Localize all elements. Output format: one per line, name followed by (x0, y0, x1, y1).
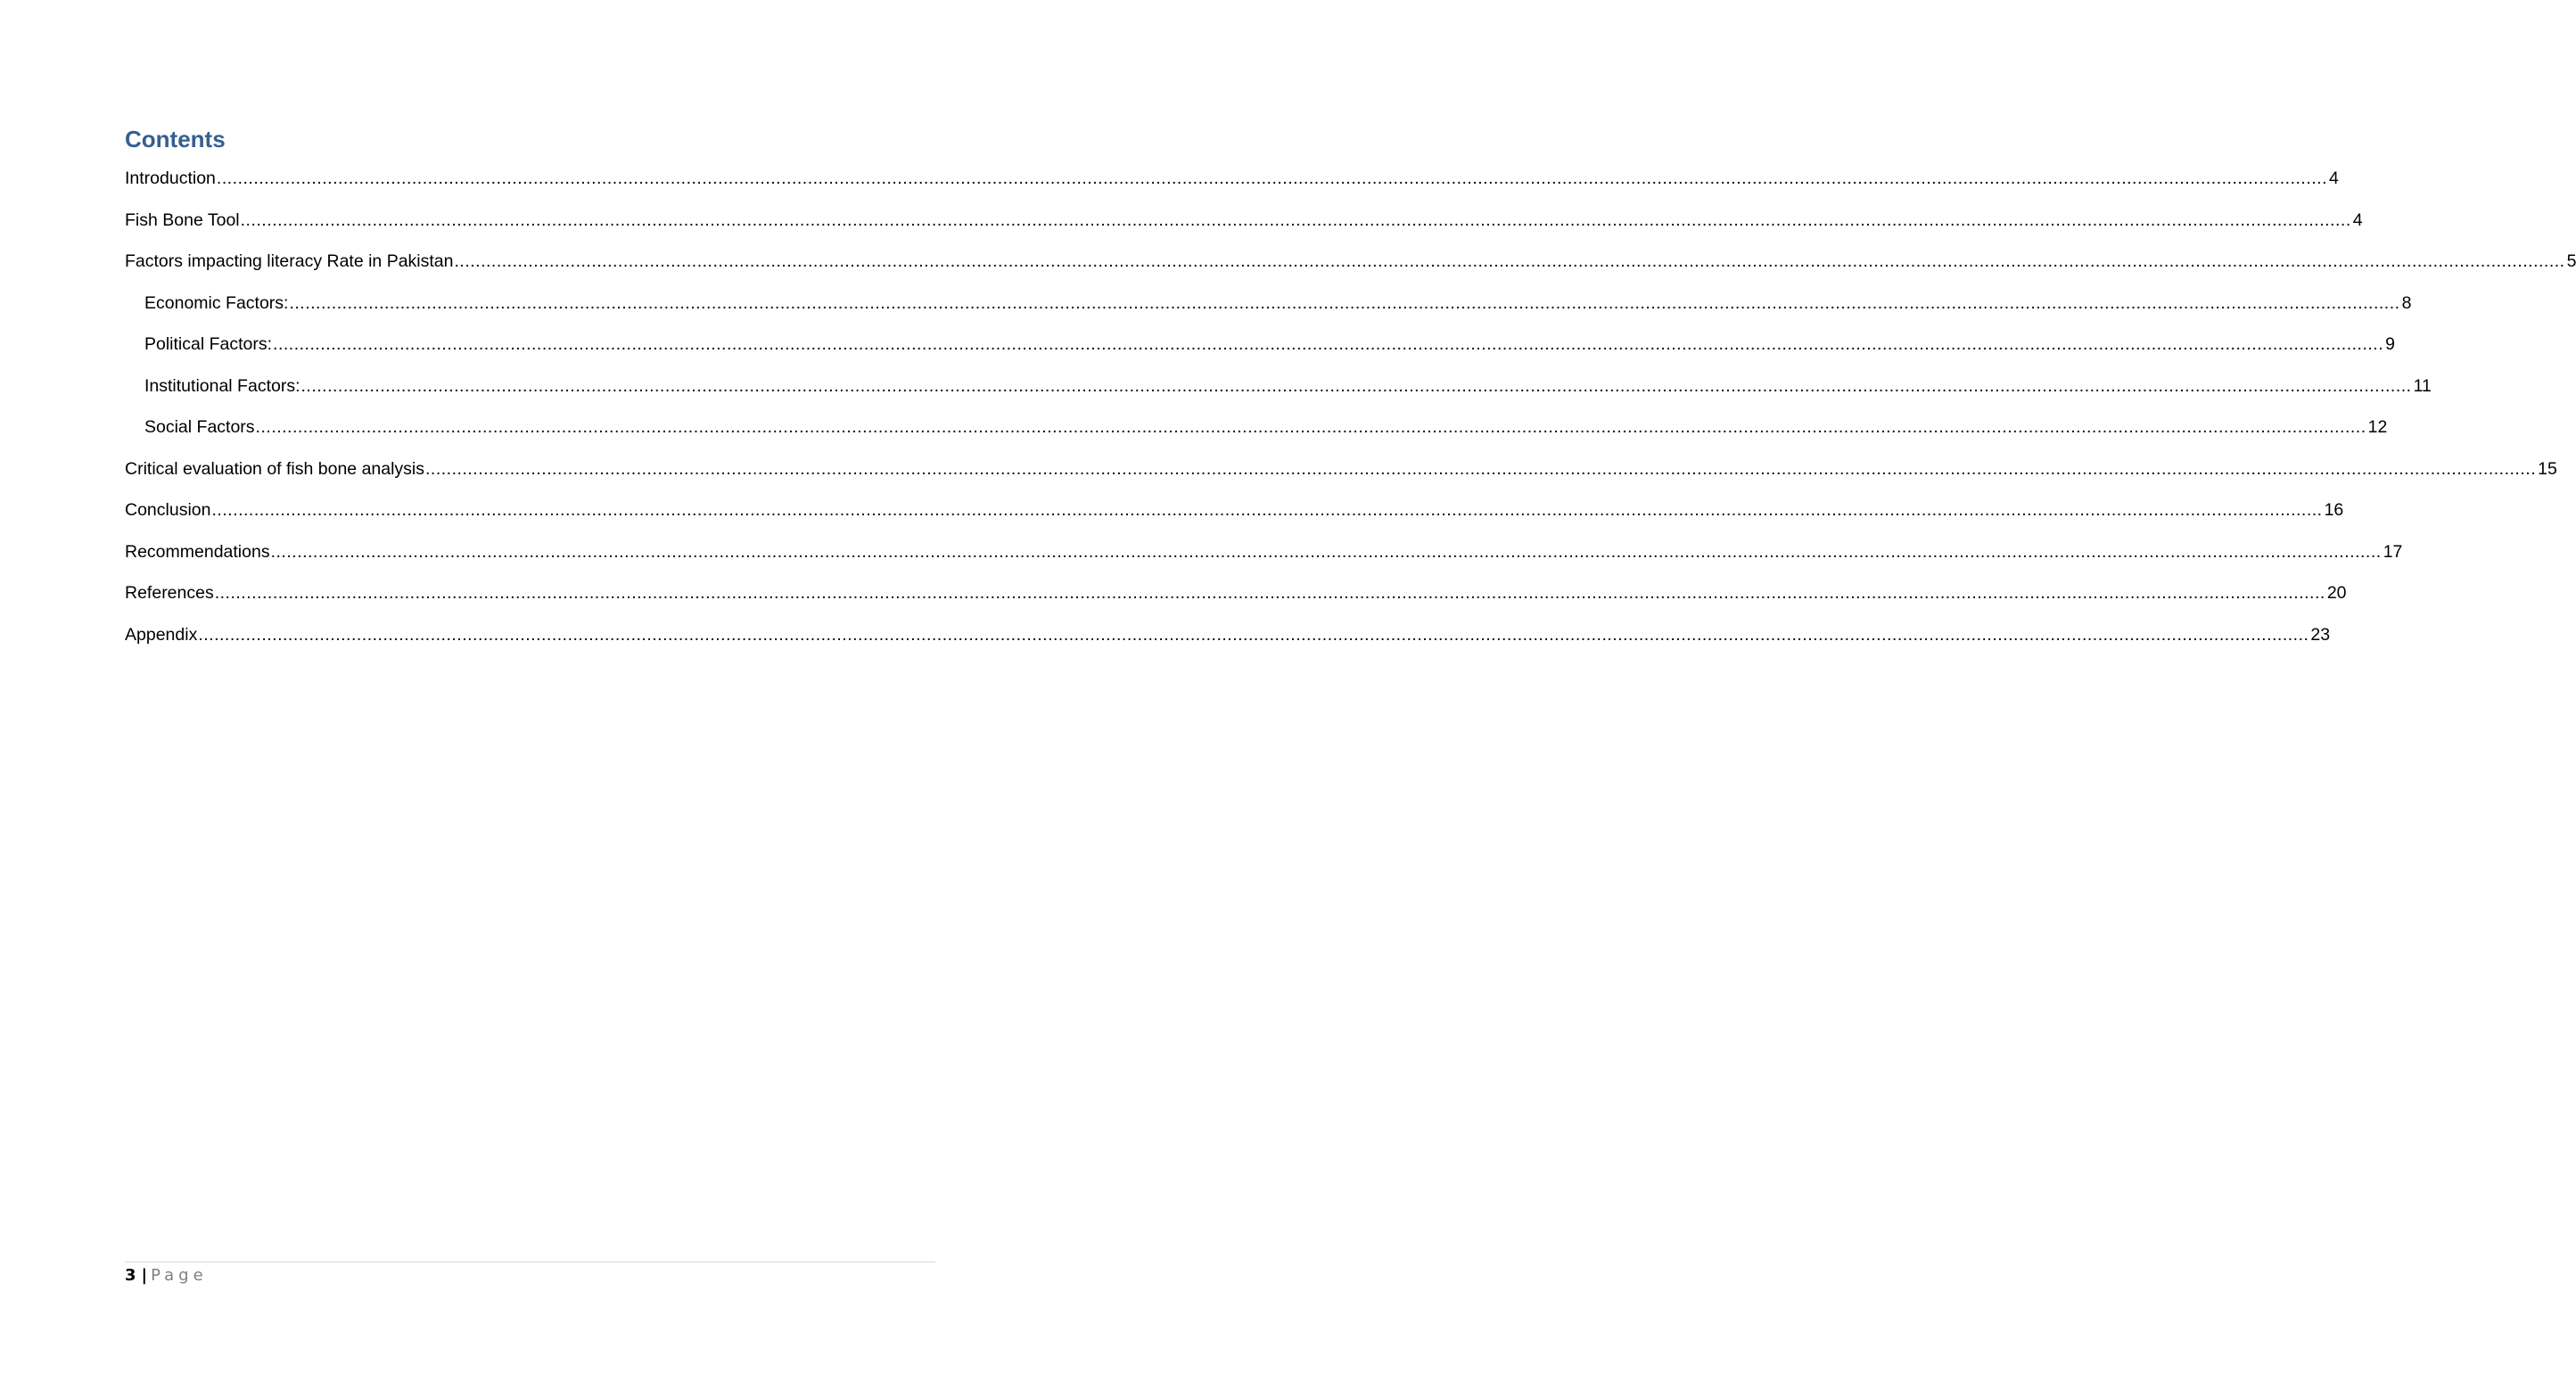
toc-entry-title: Recommendations (125, 541, 270, 562)
toc-entry-page: 4 (2352, 210, 2363, 230)
toc-entry-title: Fish Bone Tool (125, 210, 240, 230)
toc-entry-appendix[interactable] (125, 621, 2331, 663)
toc-entry-title: Institutional Factors: (144, 375, 300, 396)
toc-entry-page: 12 (2367, 417, 2388, 437)
toc-dot-leader: ................................................................................................................................................................................................................................................................................................................................................................................................................ (216, 169, 2327, 188)
footer-separator: | (141, 1266, 148, 1285)
toc-entry-page: 8 (2401, 292, 2412, 313)
toc-entry-title: Introduction (125, 169, 216, 188)
toc-entry-page: 4 (2329, 169, 2339, 188)
page-footer (125, 1265, 208, 1287)
toc-entry-title: References (125, 583, 214, 603)
toc-heading: Contents (125, 126, 226, 152)
toc-entry-fish-bone-tool[interactable] (125, 207, 2363, 249)
table-of-contents (125, 165, 2576, 662)
toc-entry-title: Economic Factors: (144, 292, 289, 313)
footer-page-number: 3 (125, 1266, 136, 1285)
toc-entry-introduction[interactable] (125, 165, 2339, 207)
toc-entry-page: 5 (2566, 251, 2576, 271)
toc-entry-title: Political Factors: (144, 334, 273, 354)
toc-entry-page: 20 (2326, 583, 2347, 603)
footer-page-word: Page (151, 1266, 208, 1285)
toc-entry-page: 11 (2413, 375, 2432, 396)
toc-dot-leader: ................................................................................................................................................................................................................................................................................................................................................................................................................ (214, 583, 2325, 603)
toc-dot-leader: ................................................................................................................................................................................................................................................................................................................................................................................................................ (255, 417, 2366, 437)
toc-entry-title: Appendix (125, 624, 198, 645)
toc-entry-title: Critical evaluation of fish bone analysis (125, 458, 425, 479)
toc-entry-page: 9 (2385, 334, 2395, 354)
toc-dot-leader: ................................................................................................................................................................................................................................................................................................................................................................................................................ (300, 375, 2412, 396)
toc-dot-leader: ................................................................................................................................................................................................................................................................................................................................................................................................................ (289, 292, 2400, 313)
toc-entry-social-factors[interactable] (125, 414, 2388, 456)
toc-entry-page: 17 (2383, 541, 2403, 562)
toc-entry-recommendations[interactable] (125, 539, 2403, 580)
toc-dot-leader: ................................................................................................................................................................................................................................................................................................................................................................................................................ (270, 541, 2382, 562)
toc-dot-leader: ................................................................................................................................................................................................................................................................................................................................................................................................................ (454, 251, 2565, 271)
toc-entry-economic-factors[interactable] (125, 290, 2412, 332)
toc-entry-references[interactable] (125, 580, 2347, 621)
toc-dot-leader: ................................................................................................................................................................................................................................................................................................................................................................................................................ (240, 210, 2351, 230)
toc-entry-conclusion[interactable] (125, 497, 2344, 539)
toc-entry-page: 15 (2538, 458, 2557, 479)
toc-entry-page: 23 (2310, 624, 2331, 645)
toc-entry-page: 16 (2324, 500, 2344, 520)
toc-entry-title: Social Factors (144, 417, 255, 437)
toc-dot-leader: ................................................................................................................................................................................................................................................................................................................................................................................................................ (273, 334, 2384, 354)
toc-entry-critical-evaluation[interactable] (125, 456, 2557, 497)
toc-dot-leader: ................................................................................................................................................................................................................................................................................................................................................................................................................ (198, 624, 2309, 645)
toc-entry-political-factors[interactable] (125, 331, 2395, 373)
toc-entry-title: Conclusion (125, 500, 211, 520)
toc-entry-factors-literacy[interactable] (125, 248, 2576, 290)
toc-dot-leader: ................................................................................................................................................................................................................................................................................................................................................................................................................ (425, 458, 2537, 479)
toc-dot-leader: ................................................................................................................................................................................................................................................................................................................................................................................................................ (211, 500, 2323, 520)
toc-entry-institutional-factors[interactable] (125, 373, 2432, 415)
toc-entry-title: Factors impacting literacy Rate in Pakistan (125, 251, 454, 271)
